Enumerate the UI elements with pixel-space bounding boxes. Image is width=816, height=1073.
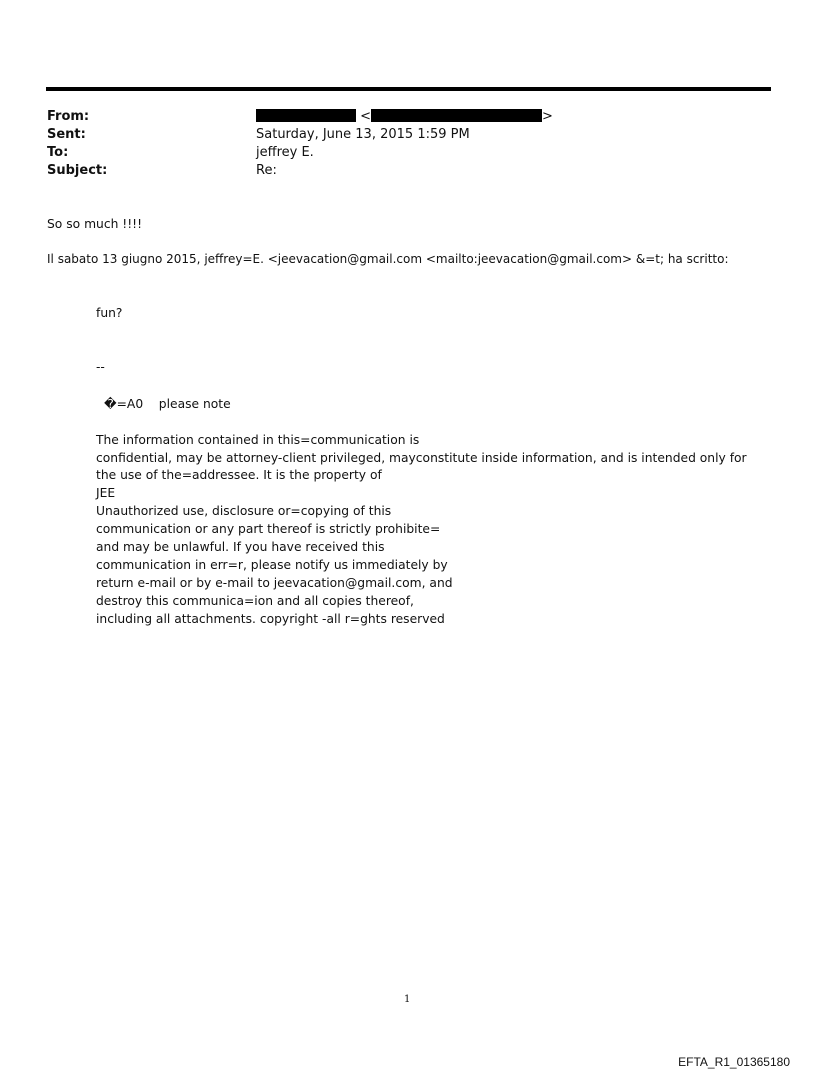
disclaimer-line: communication in err=r, please notify us immediately by <box>96 558 448 572</box>
redacted-sender-name <box>256 109 356 122</box>
disclaimer-line: The information contained in this=communication is <box>96 433 420 447</box>
disclaimer-line: return e-mail or by e-mail to jeevacation@gmail.com, and <box>96 576 453 590</box>
disclaimer-line: communication or any part thereof is strictly prohibite= <box>96 522 441 536</box>
subject-label: Subject: <box>47 163 108 178</box>
header-rule <box>46 87 771 91</box>
subject-value: Re: <box>256 163 277 178</box>
sent-value: Saturday, June 13, 2015 1:59 PM <box>256 127 470 142</box>
to-value: jeffrey E. <box>256 145 314 160</box>
please-note: �=A0 please note <box>104 397 231 411</box>
from-label: From: <box>47 109 90 124</box>
redacted-sender-email <box>371 109 542 122</box>
to-label: To: <box>47 145 69 160</box>
document-id: EFTA_R1_01365180 <box>678 1055 790 1069</box>
quoted-message: fun? <box>96 306 123 320</box>
disclaimer-line: confidential, may be attorney-client privileged, mayconstitute inside information, and is intended only for <box>96 451 747 465</box>
disclaimer-line: destroy this communica=ion and all copies thereof, <box>96 594 414 608</box>
sent-label: Sent: <box>47 127 86 142</box>
from-lt: < <box>360 109 372 124</box>
disclaimer-line: and may be unlawful. If you have received this <box>96 540 385 554</box>
disclaimer-line: JEE <box>96 486 116 500</box>
from-gt: > <box>542 109 553 124</box>
disclaimer-line: Unauthorized use, disclosure or=copying of this <box>96 504 392 518</box>
reply-text: So so much !!!! <box>47 217 143 231</box>
page-number: 1 <box>404 994 411 1005</box>
signature-separator: -- <box>96 360 105 374</box>
quote-intro: Il sabato 13 giugno 2015, jeffrey=E. <jeevacation@gmail.com <mailto:jeevacation@gmail.com> &=t; ha scritto: <box>47 252 729 266</box>
from-value <box>256 108 553 125</box>
disclaimer-line: including all attachments. copyright -all r=ghts reserved <box>96 612 445 626</box>
disclaimer-line: the use of the=addressee. It is the property of <box>96 468 382 482</box>
